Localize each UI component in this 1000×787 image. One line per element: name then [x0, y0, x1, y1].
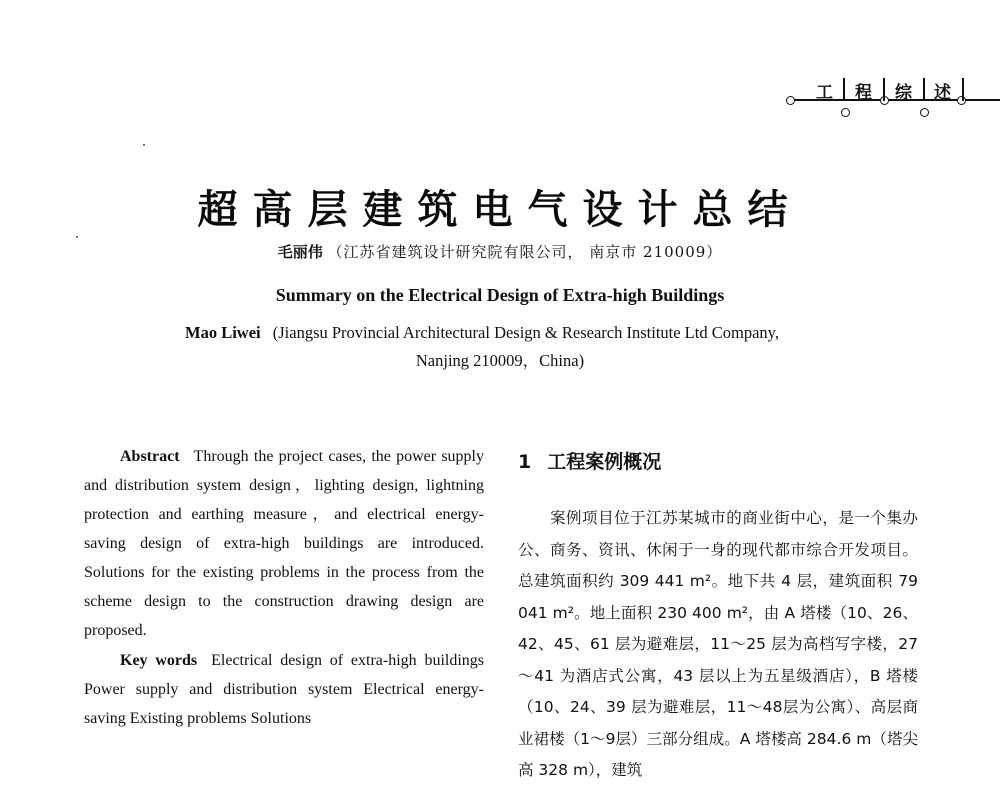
section-tag-knob: [841, 108, 850, 117]
section-heading-text: 工程案例概况: [547, 451, 662, 473]
section-tag-char: 述: [934, 83, 951, 103]
keywords-label: Key words: [120, 652, 198, 669]
english-affiliation-city: Nanjing 210009，China): [415, 351, 585, 370]
section-tag-char: 综: [895, 83, 912, 103]
section-tag-divider: [923, 78, 925, 101]
section-body: [518, 503, 918, 787]
section-body-paragraph: 案例项目位于江苏某城市的商业街中心，是一个集办公、商务、资讯、休闲于一身的现代都市综合开发项目。总建筑面积约 309 441 m²。地下共 4 层，建筑面积 79 041 m²。地上面积 230 400 m²，由 A 塔楼（10、26、42、45、61 层为避难层，11～25 层为高档写字楼，27～41 为酒店式公寓，43 层以上为五星级酒店），B 塔楼（10、24、39 层为避难层，11～48层为公寓）、高层商业裙楼（1～9层）三部分组成。A 塔楼高 284.6 m（塔尖高 328 m），建筑: [518, 509, 918, 779]
section-tag-knob: [920, 108, 929, 117]
section-heading: [518, 447, 661, 474]
author-name-cn: 毛丽伟: [277, 243, 323, 261]
keywords-block: [84, 646, 484, 733]
author-line-cn: [0, 241, 1000, 262]
english-author-line: [185, 323, 779, 343]
section-tag-divider: [883, 78, 885, 101]
section-tag-knob: [880, 96, 889, 105]
section-tag-char: 工: [816, 83, 833, 103]
section-tag-divider: [962, 78, 964, 101]
english-affiliation: (Jiangsu Provincial Architectural Design & Research Institute Ltd Company,: [272, 323, 779, 342]
abstract-label: Abstract: [120, 448, 180, 465]
section-tag-char: 程: [855, 83, 872, 103]
section-tag-knob: [786, 96, 795, 105]
english-title: Summary on the Electrical Design of Extra-high Buildings: [275, 285, 725, 305]
scan-speck: [76, 236, 78, 238]
keywords-text: Electrical design of extra-high buildings Power supply and distribution system Electrical energy-saving Existing problems Solutions: [84, 652, 485, 727]
section-number: 1: [518, 451, 532, 473]
scan-speck: [143, 144, 145, 146]
abstract-block: [84, 442, 484, 645]
abstract-text: Through the project cases, the power supply and distribution system design，lighting design, lightning protection and earthing measure，and electrical energy-saving design of extra-high buildings are introduced. Solutions for the existing problems in the process from the scheme design to the construction drawing design are proposed.: [84, 448, 484, 639]
english-author-name: Mao Liwei: [185, 323, 261, 342]
section-tag-divider: [843, 78, 845, 101]
page-title: 超高层建筑电气设计总结: [197, 187, 803, 233]
author-affiliation-cn: （江苏省建筑设计研究院有限公司， 南京市 210009）: [327, 243, 723, 261]
